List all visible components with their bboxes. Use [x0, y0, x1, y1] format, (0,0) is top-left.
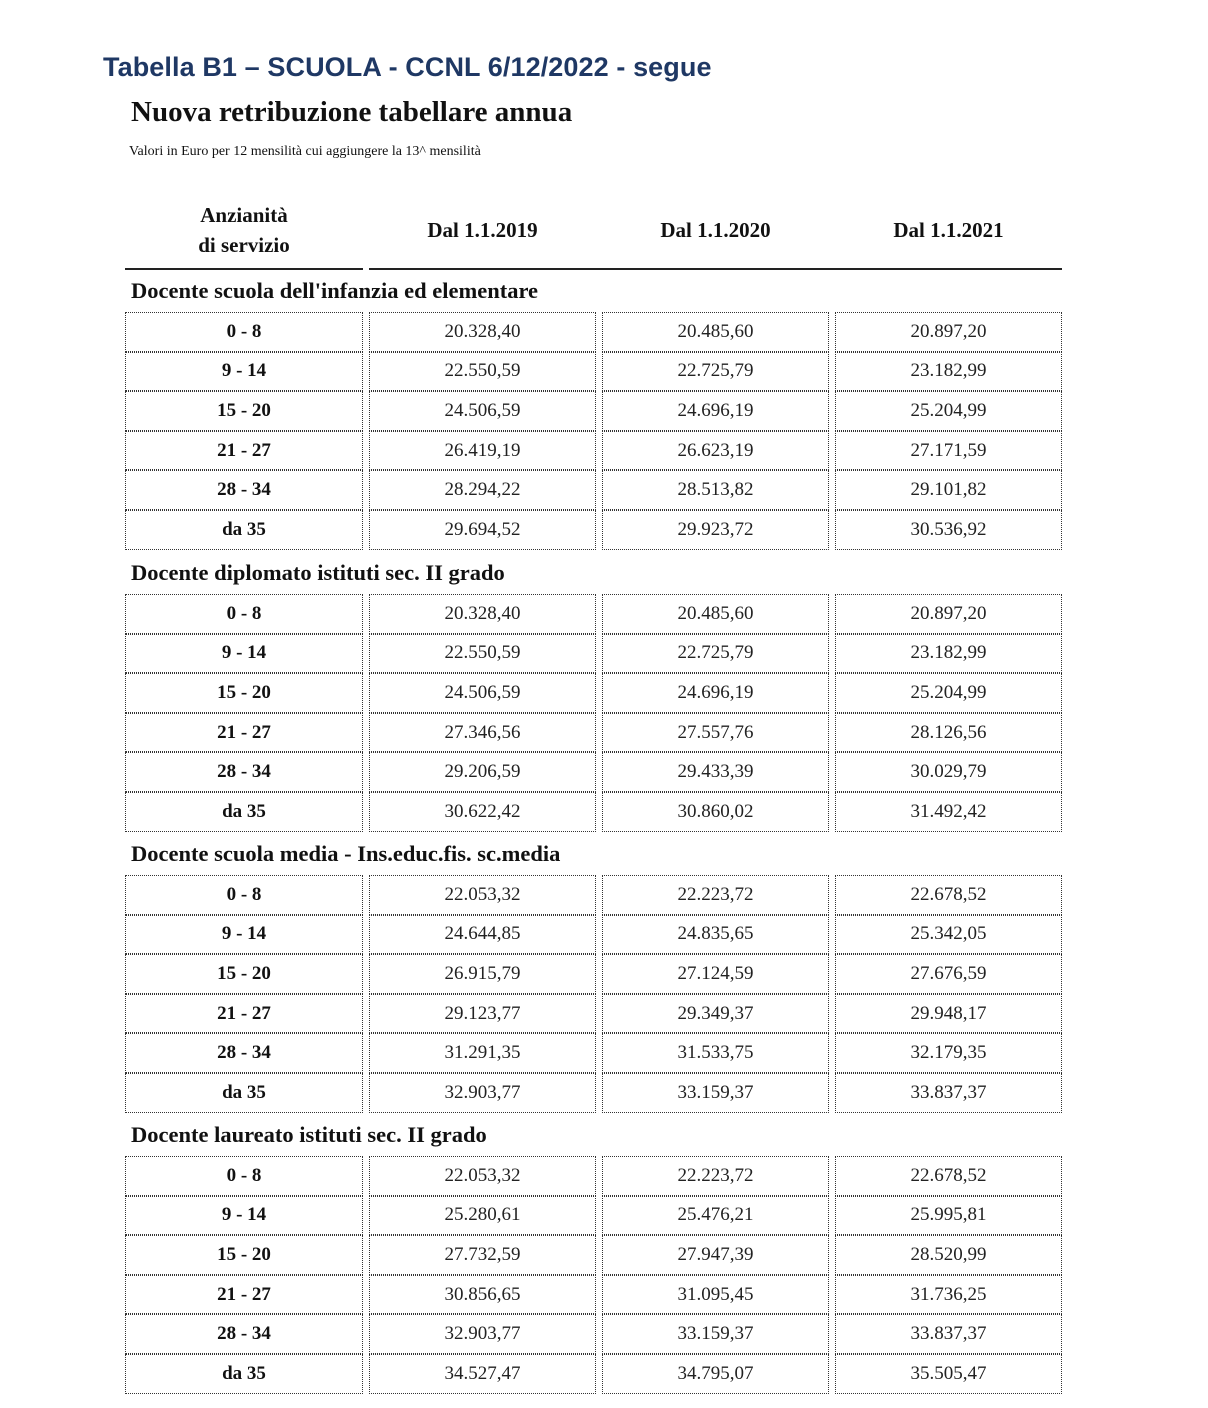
salary-cell-2021: 33.837,37 — [835, 1314, 1062, 1354]
salary-cell-2020: 31.533,75 — [602, 1033, 829, 1073]
seniority-cell: 0 - 8 — [125, 875, 363, 915]
seniority-cell: da 35 — [125, 792, 363, 832]
table-row — [125, 470, 1062, 510]
salary-cell-2021: 20.897,20 — [835, 312, 1062, 352]
salary-cell-2020: 27.124,59 — [602, 954, 829, 994]
seniority-cell: 21 - 27 — [125, 1275, 363, 1315]
document-heading: Nuova retribuzione tabellare annua — [131, 96, 573, 128]
salary-cell-2019: 27.732,59 — [369, 1235, 596, 1275]
salary-cell-2021: 25.204,99 — [835, 673, 1062, 713]
salary-cell-2021: 33.837,37 — [835, 1073, 1062, 1113]
salary-cell-2021: 35.505,47 — [835, 1354, 1062, 1394]
seniority-cell: 15 - 20 — [125, 673, 363, 713]
table-row — [125, 713, 1062, 753]
salary-cell-2019: 26.419,19 — [369, 431, 596, 471]
salary-cell-2021: 22.678,52 — [835, 1156, 1062, 1196]
salary-cell-2019: 22.550,59 — [369, 634, 596, 674]
salary-cell-2020: 34.795,07 — [602, 1354, 829, 1394]
salary-cell-2019: 24.506,59 — [369, 391, 596, 431]
seniority-cell: 15 - 20 — [125, 1235, 363, 1275]
table-row — [125, 1073, 1062, 1113]
seniority-cell: da 35 — [125, 1073, 363, 1113]
section-title: Docente laureato istituti sec. II grado — [131, 1122, 487, 1147]
salary-cell-2020: 27.947,39 — [602, 1235, 829, 1275]
table-row — [125, 994, 1062, 1034]
seniority-cell: 9 - 14 — [125, 634, 363, 674]
section-title: Docente scuola media - Ins.educ.fis. sc.media — [131, 841, 561, 866]
salary-cell-2021: 23.182,99 — [835, 634, 1062, 674]
seniority-cell: da 35 — [125, 510, 363, 550]
seniority-cell: 28 - 34 — [125, 752, 363, 792]
salary-cell-2021: 29.948,17 — [835, 994, 1062, 1034]
salary-cell-2021: 31.492,42 — [835, 792, 1062, 832]
salary-cell-2019: 32.903,77 — [369, 1073, 596, 1113]
salary-cell-2019: 20.328,40 — [369, 594, 596, 634]
salary-cell-2021: 20.897,20 — [835, 594, 1062, 634]
seniority-cell: 9 - 14 — [125, 915, 363, 955]
salary-cell-2020: 28.513,82 — [602, 470, 829, 510]
salary-cell-2021: 31.736,25 — [835, 1275, 1062, 1315]
seniority-cell: 0 - 8 — [125, 312, 363, 352]
salary-cell-2019: 34.527,47 — [369, 1354, 596, 1394]
table-row — [125, 915, 1062, 955]
seniority-cell: 21 - 27 — [125, 994, 363, 1034]
header-2019: Dal 1.1.2019 — [427, 218, 538, 242]
salary-cell-2020: 29.433,39 — [602, 752, 829, 792]
seniority-cell: 9 - 14 — [125, 1196, 363, 1236]
table-row — [125, 594, 1062, 634]
salary-cell-2020: 29.923,72 — [602, 510, 829, 550]
seniority-cell: 21 - 27 — [125, 431, 363, 471]
table-row — [125, 352, 1062, 392]
table-row — [125, 1033, 1062, 1073]
salary-cell-2021: 25.342,05 — [835, 915, 1062, 955]
salary-cell-2019: 25.280,61 — [369, 1196, 596, 1236]
salary-cell-2019: 29.206,59 — [369, 752, 596, 792]
table-row — [125, 391, 1062, 431]
seniority-cell: 0 - 8 — [125, 1156, 363, 1196]
salary-cell-2020: 22.725,79 — [602, 352, 829, 392]
salary-cell-2020: 27.557,76 — [602, 713, 829, 753]
salary-cell-2020: 20.485,60 — [602, 312, 829, 352]
salary-cell-2019: 24.644,85 — [369, 915, 596, 955]
seniority-cell: 21 - 27 — [125, 713, 363, 753]
seniority-cell: 9 - 14 — [125, 352, 363, 392]
salary-cell-2019: 26.915,79 — [369, 954, 596, 994]
table-row — [125, 1314, 1062, 1354]
salary-cell-2021: 28.520,99 — [835, 1235, 1062, 1275]
salary-cell-2021: 23.182,99 — [835, 352, 1062, 392]
salary-cell-2020: 20.485,60 — [602, 594, 829, 634]
salary-cell-2019: 31.291,35 — [369, 1033, 596, 1073]
table-row — [125, 752, 1062, 792]
table-row — [125, 673, 1062, 713]
salary-cell-2020: 33.159,37 — [602, 1073, 829, 1113]
salary-cell-2021: 22.678,52 — [835, 875, 1062, 915]
salary-cell-2019: 29.694,52 — [369, 510, 596, 550]
document-subtitle: Valori in Euro per 12 mensilità cui aggiungere la 13^ mensilità — [129, 144, 481, 159]
salary-cell-2020: 24.696,19 — [602, 391, 829, 431]
salary-cell-2019: 30.622,42 — [369, 792, 596, 832]
header-seniority-line2: di servizio — [198, 233, 290, 257]
salary-cell-2021: 29.101,82 — [835, 470, 1062, 510]
salary-cell-2020: 29.349,37 — [602, 994, 829, 1034]
salary-cell-2021: 25.995,81 — [835, 1196, 1062, 1236]
salary-cell-2020: 31.095,45 — [602, 1275, 829, 1315]
salary-cell-2019: 30.856,65 — [369, 1275, 596, 1315]
salary-cell-2021: 30.029,79 — [835, 752, 1062, 792]
table-row — [125, 1235, 1062, 1275]
table-row — [125, 875, 1062, 915]
table-row — [125, 1196, 1062, 1236]
header-seniority-line1: Anzianità — [200, 203, 288, 227]
salary-cell-2019: 22.053,32 — [369, 875, 596, 915]
salary-cell-2020: 22.725,79 — [602, 634, 829, 674]
salary-cell-2019: 27.346,56 — [369, 713, 596, 753]
salary-cell-2020: 22.223,72 — [602, 1156, 829, 1196]
salary-cell-2019: 28.294,22 — [369, 470, 596, 510]
table-row — [125, 1354, 1062, 1394]
table-row — [125, 634, 1062, 674]
section-title: Docente diplomato istituti sec. II grado — [131, 560, 505, 585]
salary-cell-2020: 33.159,37 — [602, 1314, 829, 1354]
seniority-cell: 15 - 20 — [125, 954, 363, 994]
table-row — [125, 1275, 1062, 1315]
table-row — [125, 954, 1062, 994]
salary-cell-2020: 24.696,19 — [602, 673, 829, 713]
table-row — [125, 792, 1062, 832]
section-title: Docente scuola dell'infanzia ed elementare — [131, 278, 539, 303]
salary-cell-2021: 28.126,56 — [835, 713, 1062, 753]
header-underline-seniority — [125, 268, 363, 270]
salary-cell-2019: 22.550,59 — [369, 352, 596, 392]
salary-cell-2020: 25.476,21 — [602, 1196, 829, 1236]
seniority-cell: 15 - 20 — [125, 391, 363, 431]
salary-cell-2019: 32.903,77 — [369, 1314, 596, 1354]
salary-cell-2021: 30.536,92 — [835, 510, 1062, 550]
salary-cell-2019: 24.506,59 — [369, 673, 596, 713]
salary-cell-2020: 26.623,19 — [602, 431, 829, 471]
table-row — [125, 312, 1062, 352]
seniority-cell: 28 - 34 — [125, 1033, 363, 1073]
table-row — [125, 1156, 1062, 1196]
seniority-cell: 0 - 8 — [125, 594, 363, 634]
salary-cell-2021: 32.179,35 — [835, 1033, 1062, 1073]
salary-cell-2020: 24.835,65 — [602, 915, 829, 955]
table-row — [125, 431, 1062, 471]
table-row — [125, 510, 1062, 550]
salary-cell-2021: 27.171,59 — [835, 431, 1062, 471]
header-seniority — [125, 192, 363, 268]
header-2020: Dal 1.1.2020 — [660, 218, 771, 242]
salary-cell-2019: 22.053,32 — [369, 1156, 596, 1196]
salary-cell-2020: 22.223,72 — [602, 875, 829, 915]
salary-cell-2020: 30.860,02 — [602, 792, 829, 832]
header-underline-values — [369, 268, 1062, 270]
seniority-cell: da 35 — [125, 1354, 363, 1394]
seniority-cell: 28 - 34 — [125, 1314, 363, 1354]
header-2021: Dal 1.1.2021 — [893, 218, 1004, 242]
salary-cell-2021: 27.676,59 — [835, 954, 1062, 994]
salary-cell-2021: 25.204,99 — [835, 391, 1062, 431]
table-header — [125, 192, 1062, 270]
page-title: Tabella B1 – SCUOLA - CCNL 6/12/2022 - segue — [103, 52, 712, 82]
salary-cell-2019: 20.328,40 — [369, 312, 596, 352]
salary-cell-2019: 29.123,77 — [369, 994, 596, 1034]
seniority-cell: 28 - 34 — [125, 470, 363, 510]
